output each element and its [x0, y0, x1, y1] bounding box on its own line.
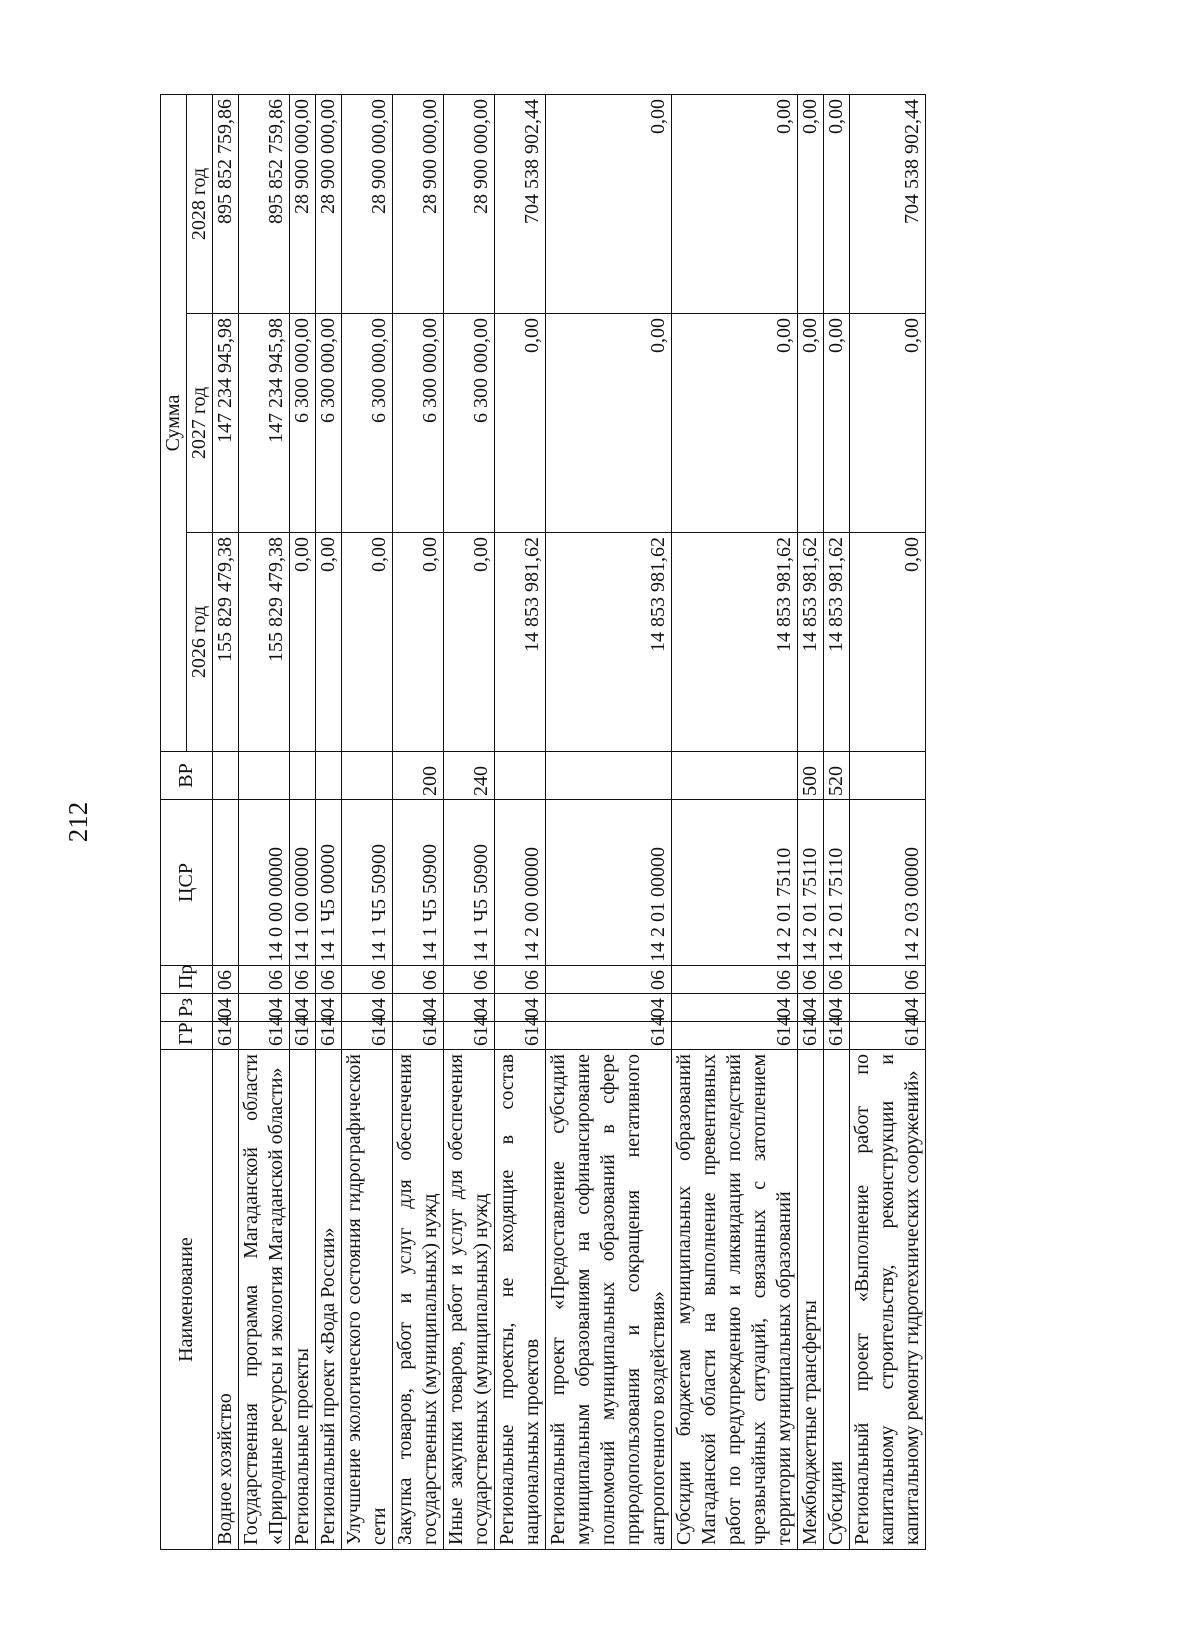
table-row: [495, 94, 546, 1549]
row-2026: 14 853 981,62: [546, 533, 672, 752]
row-pr: 06: [495, 966, 546, 994]
row-csr: 14 2 01 75110: [798, 800, 824, 966]
row-2028: 895 852 759,86: [239, 94, 290, 313]
table-row: [290, 94, 316, 1549]
row-2026: 0,00: [444, 533, 495, 752]
row-2028: 28 900 000,00: [393, 94, 444, 313]
row-2027: 6 300 000,00: [316, 314, 342, 533]
row-2028: 0,00: [798, 94, 824, 313]
table-row: [239, 94, 290, 1549]
row-gr: 614: [444, 1022, 495, 1050]
header-2027: 2027 год: [187, 314, 213, 533]
row-2028: 895 852 759,86: [213, 94, 239, 313]
row-pr: 06: [213, 966, 239, 994]
row-gr: 614: [342, 1022, 393, 1050]
budget-table-rotated: [160, 95, 1085, 1550]
row-pr: 06: [824, 966, 850, 994]
row-pr: 06: [290, 966, 316, 994]
row-pr: 06: [672, 966, 798, 994]
row-2026: 155 829 479,38: [213, 533, 239, 752]
table-body: [213, 94, 926, 1549]
row-2027: 6 300 000,00: [393, 314, 444, 533]
row-pr: 06: [239, 966, 290, 994]
row-2026: 0,00: [850, 533, 926, 752]
row-csr: 14 2 00 00000: [495, 800, 546, 966]
row-2026: 14 853 981,62: [495, 533, 546, 752]
row-2028: 0,00: [824, 94, 850, 313]
row-gr: 614: [393, 1022, 444, 1050]
row-2028: 28 900 000,00: [290, 94, 316, 313]
budget-table: [160, 94, 926, 1550]
row-2028: 28 900 000,00: [444, 94, 495, 313]
row-vr: [495, 752, 546, 800]
row-gr: 614: [316, 1022, 342, 1050]
row-2028: 704 538 902,44: [495, 94, 546, 313]
row-gr: 614: [239, 1022, 290, 1050]
row-name: Межбюджетные трансферты: [798, 1050, 824, 1550]
row-2027: 6 300 000,00: [290, 314, 316, 533]
row-rz: 04: [342, 994, 393, 1022]
row-vr: [850, 752, 926, 800]
header-name: Наименование: [161, 1050, 213, 1550]
row-2027: 0,00: [672, 314, 798, 533]
row-2027: 0,00: [850, 314, 926, 533]
row-2026: 0,00: [316, 533, 342, 752]
row-rz: 04: [393, 994, 444, 1022]
row-2028: 0,00: [672, 94, 798, 313]
row-name: Иные закупки товаров, работ и услуг для обеспечения государственных (муниципальных) нужд: [444, 1050, 495, 1550]
row-rz: 04: [850, 994, 926, 1022]
row-gr: 614: [546, 1022, 672, 1050]
row-gr: 614: [672, 1022, 798, 1050]
row-name: Региональные проекты, не входящие в состав национальных проектов: [495, 1050, 546, 1550]
row-name: Закупка товаров, работ и услуг для обеспечения государственных (муниципальных) нужд: [393, 1050, 444, 1550]
row-gr: 614: [213, 1022, 239, 1050]
row-2026: 0,00: [290, 533, 316, 752]
row-pr: 06: [393, 966, 444, 994]
row-name: Региональный проект «Предоставление субсидий муниципальным образованиям на софинансирование полномочий муниципальных образований в сфере природопользования и сокращения негативного антропогенного воздействия»: [546, 1050, 672, 1550]
row-vr: 500: [798, 752, 824, 800]
row-rz: 04: [824, 994, 850, 1022]
table-row: [316, 94, 342, 1549]
row-2027: 0,00: [798, 314, 824, 533]
row-2027: 6 300 000,00: [342, 314, 393, 533]
row-2028: 28 900 000,00: [316, 94, 342, 313]
row-pr: 06: [444, 966, 495, 994]
row-pr: 06: [546, 966, 672, 994]
row-rz: 04: [546, 994, 672, 1022]
row-csr: 14 1 Ч5 50900: [444, 800, 495, 966]
row-2028: 0,00: [546, 94, 672, 313]
table-row: [444, 94, 495, 1549]
row-rz: 04: [239, 994, 290, 1022]
header-gr: ГР: [161, 1022, 213, 1050]
header-vr: ВР: [161, 752, 213, 800]
row-name: Государственная программа Магаданской области «Природные ресурсы и экология Магаданской области»: [239, 1050, 290, 1550]
header-sum: Сумма: [161, 94, 187, 751]
row-2026: 14 853 981,62: [824, 533, 850, 752]
row-csr: 14 1 Ч5 50900: [342, 800, 393, 966]
row-2026: 14 853 981,62: [798, 533, 824, 752]
row-vr: 520: [824, 752, 850, 800]
table-row: [546, 94, 672, 1549]
table-row: [850, 94, 926, 1549]
row-vr: 200: [393, 752, 444, 800]
row-2027: 0,00: [495, 314, 546, 533]
row-vr: [213, 752, 239, 800]
row-2027: 6 300 000,00: [444, 314, 495, 533]
row-2027: 147 234 945,98: [213, 314, 239, 533]
row-gr: 614: [824, 1022, 850, 1050]
row-name: Региональный проект «Выполнение работ по капитальному строительству, реконструкции и капитальному ремонту гидротехнических сооружений»: [850, 1050, 926, 1550]
row-pr: 06: [798, 966, 824, 994]
header-2026: 2026 год: [187, 533, 213, 752]
row-rz: 04: [672, 994, 798, 1022]
row-vr: [316, 752, 342, 800]
row-2026: 155 829 479,38: [239, 533, 290, 752]
row-rz: 04: [444, 994, 495, 1022]
row-rz: 04: [798, 994, 824, 1022]
row-2028: 704 538 902,44: [850, 94, 926, 313]
row-csr: 14 2 01 75110: [672, 800, 798, 966]
table-header: [161, 94, 213, 1549]
row-csr: 14 1 00 00000: [290, 800, 316, 966]
row-gr: 614: [798, 1022, 824, 1050]
row-2027: 0,00: [546, 314, 672, 533]
table-row: [342, 94, 393, 1549]
table-row: [672, 94, 798, 1549]
row-name: Субсидии бюджетам муниципальных образований Магаданской области на выполнение превентивных работ по предупреждению и ликвидации последствий чрезвычайных ситуаций, связанных с затоплением территории муниципальных образований: [672, 1050, 798, 1550]
row-gr: 614: [290, 1022, 316, 1050]
row-pr: 06: [316, 966, 342, 994]
table-row: [798, 94, 824, 1549]
row-2026: 0,00: [342, 533, 393, 752]
row-2027: 0,00: [824, 314, 850, 533]
header-pr: Пр: [161, 966, 213, 994]
row-name: Водное хозяйство: [213, 1050, 239, 1550]
row-vr: 240: [444, 752, 495, 800]
row-csr: 14 2 03 00000: [850, 800, 926, 966]
header-2028: 2028 год: [187, 94, 213, 313]
page-number: 212: [63, 801, 93, 843]
row-2026: 0,00: [393, 533, 444, 752]
row-rz: 04: [316, 994, 342, 1022]
row-csr: 14 1 Ч5 00000: [316, 800, 342, 966]
row-csr: 14 0 00 00000: [239, 800, 290, 966]
row-csr: 14 2 01 00000: [546, 800, 672, 966]
row-gr: 614: [495, 1022, 546, 1050]
row-rz: 04: [290, 994, 316, 1022]
row-rz: 04: [495, 994, 546, 1022]
row-name: Улучшение экологического состояния гидрографической сети: [342, 1050, 393, 1550]
table-row: [393, 94, 444, 1549]
row-name: Региональные проекты: [290, 1050, 316, 1550]
row-csr: 14 2 01 75110: [824, 800, 850, 966]
row-name: Региональный проект «Вода России»: [316, 1050, 342, 1550]
row-vr: [290, 752, 316, 800]
header-rz: Рз: [161, 994, 213, 1022]
row-2028: 28 900 000,00: [342, 94, 393, 313]
row-gr: 614: [850, 1022, 926, 1050]
table-row: [824, 94, 850, 1549]
row-csr: 14 1 Ч5 50900: [393, 800, 444, 966]
row-2027: 147 234 945,98: [239, 314, 290, 533]
row-pr: 06: [342, 966, 393, 994]
row-2026: 14 853 981,62: [672, 533, 798, 752]
table-row: [213, 94, 239, 1549]
header-csr: ЦСР: [161, 800, 213, 966]
row-vr: [546, 752, 672, 800]
row-name: Субсидии: [824, 1050, 850, 1550]
row-vr: [342, 752, 393, 800]
row-vr: [239, 752, 290, 800]
row-vr: [672, 752, 798, 800]
row-pr: 06: [850, 966, 926, 994]
row-rz: 04: [213, 994, 239, 1022]
row-csr: [213, 800, 239, 966]
